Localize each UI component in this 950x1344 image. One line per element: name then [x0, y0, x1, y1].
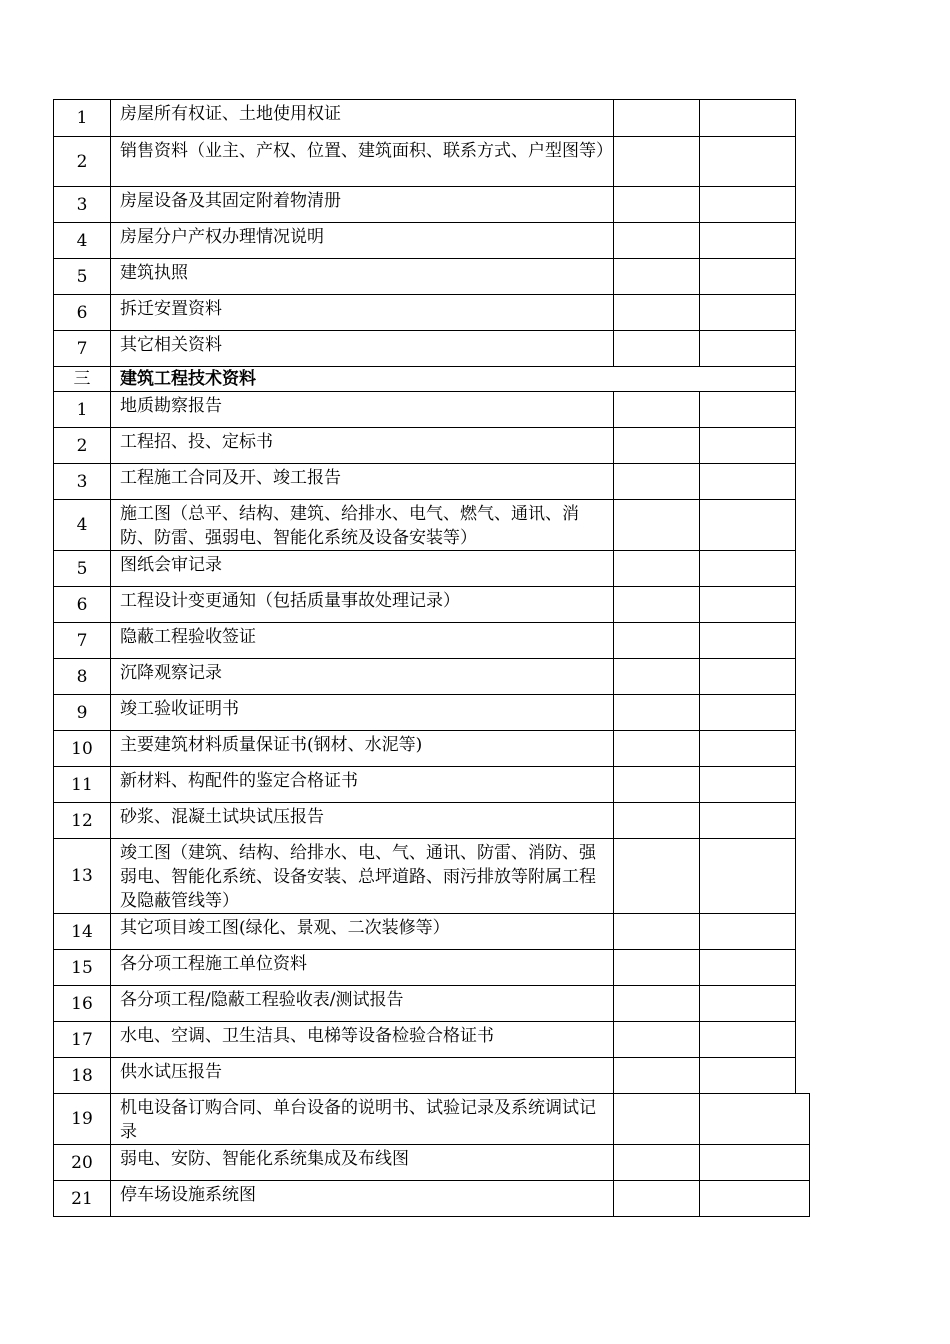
item-number: 10: [54, 731, 111, 767]
table-row: [54, 587, 810, 623]
row-edge-stub: [796, 295, 810, 331]
check-cell-1: [614, 950, 700, 986]
check-cell-1: [614, 731, 700, 767]
table-row: [54, 464, 810, 500]
item-number: 14: [54, 914, 111, 950]
item-description: 地质勘察报告: [111, 392, 614, 428]
item-number: 1: [54, 100, 111, 137]
check-cell-2: [700, 223, 796, 259]
table-row: [54, 695, 810, 731]
table-row: [54, 659, 810, 695]
item-number: 13: [54, 839, 111, 914]
table-row: [54, 1094, 810, 1145]
item-description: 建筑执照: [111, 259, 614, 295]
check-cell-1: [614, 464, 700, 500]
check-cell-1: [614, 295, 700, 331]
item-description: 新材料、构配件的鉴定合格证书: [111, 767, 614, 803]
check-cell-1: [614, 1145, 700, 1181]
check-cell-1: [614, 100, 700, 137]
item-description: 沉降观察记录: [111, 659, 614, 695]
item-description: 工程施工合同及开、竣工报告: [111, 464, 614, 500]
item-number: 3: [54, 187, 111, 223]
item-description: 房屋设备及其固定附着物清册: [111, 187, 614, 223]
check-cell-2: [700, 331, 796, 367]
check-cell-2: [700, 659, 796, 695]
table-row: [54, 500, 810, 551]
table-row: [54, 187, 810, 223]
check-cell-2: [700, 1058, 796, 1094]
item-description: 竣工验收证明书: [111, 695, 614, 731]
item-number: 1: [54, 392, 111, 428]
check-cell-1: [614, 428, 700, 464]
section-number: 三: [54, 367, 111, 392]
item-description: 各分项工程/隐蔽工程验收表/测试报告: [111, 986, 614, 1022]
table-row: [54, 731, 810, 767]
check-cell-1: [614, 259, 700, 295]
table-row: [54, 839, 810, 914]
row-edge-stub: [796, 659, 810, 695]
check-cell-1: [614, 623, 700, 659]
item-description: 隐蔽工程验收签证: [111, 623, 614, 659]
item-number: 4: [54, 223, 111, 259]
check-cell-2: [700, 1022, 796, 1058]
row-edge-stub: [796, 1022, 810, 1058]
row-edge-stub: [796, 100, 810, 137]
row-edge-stub: [796, 392, 810, 428]
item-number: 2: [54, 428, 111, 464]
item-description: 其它相关资料: [111, 331, 614, 367]
check-cell-2: [700, 187, 796, 223]
row-edge-stub: [796, 623, 810, 659]
check-cell-1: [614, 914, 700, 950]
check-cell-2: [700, 137, 796, 187]
table-row: [54, 1181, 810, 1217]
check-cell-1: [614, 187, 700, 223]
check-cell-2: [700, 428, 796, 464]
item-number: 9: [54, 695, 111, 731]
table-row: [54, 551, 810, 587]
check-cell-1: [614, 767, 700, 803]
check-cell-2: [700, 551, 796, 587]
item-number: 2: [54, 137, 111, 187]
row-edge-stub: [796, 803, 810, 839]
check-cell-2: [700, 100, 796, 137]
check-cell-1: [614, 223, 700, 259]
check-cell-1: [614, 695, 700, 731]
check-cell-1: [614, 1094, 700, 1145]
table-row: [54, 950, 810, 986]
item-number: 20: [54, 1145, 111, 1181]
table-row: [54, 428, 810, 464]
item-number: 21: [54, 1181, 111, 1217]
item-number: 4: [54, 500, 111, 551]
check-cell-1: [614, 1058, 700, 1094]
check-cell-2: [700, 1181, 810, 1217]
item-description: 砂浆、混凝土试块试压报告: [111, 803, 614, 839]
table-row: [54, 1145, 810, 1181]
item-number: 7: [54, 331, 111, 367]
item-number: 7: [54, 623, 111, 659]
item-description: 主要建筑材料质量保证书(钢材、水泥等): [111, 731, 614, 767]
item-description: 图纸会审记录: [111, 551, 614, 587]
check-cell-2: [700, 767, 796, 803]
item-number: 16: [54, 986, 111, 1022]
table-row: [54, 259, 810, 295]
check-cell-2: [700, 587, 796, 623]
row-edge-stub: [796, 331, 810, 367]
check-cell-2: [700, 623, 796, 659]
check-cell-1: [614, 1181, 700, 1217]
check-cell-2: [700, 731, 796, 767]
table-row: [54, 331, 810, 367]
check-cell-2: [700, 1145, 810, 1181]
check-cell-2: [700, 1094, 810, 1145]
table-row: [54, 137, 810, 187]
table-row: [54, 392, 810, 428]
check-cell-1: [614, 803, 700, 839]
check-cell-2: [700, 259, 796, 295]
item-description: 弱电、安防、智能化系统集成及布线图: [111, 1145, 614, 1181]
check-cell-1: [614, 1022, 700, 1058]
row-edge-stub: [796, 986, 810, 1022]
item-description: 施工图（总平、结构、建筑、给排水、电气、燃气、通讯、消防、防雷、强弱电、智能化系统及设备安装等）: [111, 500, 614, 551]
item-number: 5: [54, 259, 111, 295]
row-edge-stub: [796, 187, 810, 223]
table-row: [54, 1058, 810, 1094]
table-row: [54, 914, 810, 950]
check-cell-1: [614, 659, 700, 695]
item-number: 17: [54, 1022, 111, 1058]
item-description: 工程招、投、定标书: [111, 428, 614, 464]
check-cell-2: [700, 950, 796, 986]
row-edge-stub: [796, 767, 810, 803]
section-header-row: [54, 367, 810, 392]
row-edge-stub: [796, 428, 810, 464]
check-cell-2: [700, 986, 796, 1022]
check-cell-1: [614, 392, 700, 428]
check-cell-2: [700, 803, 796, 839]
item-number: 19: [54, 1094, 111, 1145]
row-edge-stub: [796, 367, 810, 392]
section-title: 建筑工程技术资料: [111, 367, 796, 392]
table-row: [54, 623, 810, 659]
check-cell-2: [700, 695, 796, 731]
item-number: 6: [54, 295, 111, 331]
check-cell-1: [614, 331, 700, 367]
check-cell-2: [700, 839, 796, 914]
item-description: 各分项工程施工单位资料: [111, 950, 614, 986]
checklist-body: [54, 100, 810, 1217]
check-cell-1: [614, 551, 700, 587]
check-cell-2: [700, 295, 796, 331]
check-cell-2: [700, 392, 796, 428]
row-edge-stub: [796, 223, 810, 259]
row-edge-stub: [796, 500, 810, 551]
table-row: [54, 100, 810, 137]
row-edge-stub: [796, 137, 810, 187]
item-description: 房屋分户产权办理情况说明: [111, 223, 614, 259]
row-edge-stub: [796, 587, 810, 623]
item-number: 12: [54, 803, 111, 839]
check-cell-2: [700, 914, 796, 950]
item-description: 停车场设施系统图: [111, 1181, 614, 1217]
item-description: 工程设计变更通知（包括质量事故处理记录）: [111, 587, 614, 623]
document-checklist-table: [53, 99, 810, 1217]
item-number: 8: [54, 659, 111, 695]
item-description: 水电、空调、卫生洁具、电梯等设备检验合格证书: [111, 1022, 614, 1058]
row-edge-stub: [796, 950, 810, 986]
row-edge-stub: [796, 1058, 810, 1094]
check-cell-2: [700, 464, 796, 500]
row-edge-stub: [796, 464, 810, 500]
row-edge-stub: [796, 731, 810, 767]
table-row: [54, 767, 810, 803]
row-edge-stub: [796, 259, 810, 295]
row-edge-stub: [796, 839, 810, 914]
item-number: 18: [54, 1058, 111, 1094]
item-description: 竣工图（建筑、结构、给排水、电、气、通讯、防雷、消防、强弱电、智能化系统、设备安装、总坪道路、雨污排放等附属工程及隐蔽管线等）: [111, 839, 614, 914]
row-edge-stub: [796, 695, 810, 731]
check-cell-1: [614, 986, 700, 1022]
table-row: [54, 803, 810, 839]
check-cell-1: [614, 500, 700, 551]
item-number: 11: [54, 767, 111, 803]
item-description: 销售资料（业主、产权、位置、建筑面积、联系方式、户型图等）: [111, 137, 614, 187]
table-row: [54, 223, 810, 259]
item-number: 3: [54, 464, 111, 500]
table-row: [54, 1022, 810, 1058]
item-description: 供水试压报告: [111, 1058, 614, 1094]
check-cell-1: [614, 137, 700, 187]
table-row: [54, 986, 810, 1022]
item-number: 15: [54, 950, 111, 986]
item-description: 房屋所有权证、土地使用权证: [111, 100, 614, 137]
item-description: 机电设备订购合同、单台设备的说明书、试验记录及系统调试记录: [111, 1094, 614, 1145]
table-row: [54, 295, 810, 331]
item-number: 5: [54, 551, 111, 587]
check-cell-2: [700, 500, 796, 551]
check-cell-1: [614, 839, 700, 914]
row-edge-stub: [796, 914, 810, 950]
row-edge-stub: [796, 551, 810, 587]
item-description: 拆迁安置资料: [111, 295, 614, 331]
item-number: 6: [54, 587, 111, 623]
check-cell-1: [614, 587, 700, 623]
item-description: 其它项目竣工图(绿化、景观、二次装修等）: [111, 914, 614, 950]
